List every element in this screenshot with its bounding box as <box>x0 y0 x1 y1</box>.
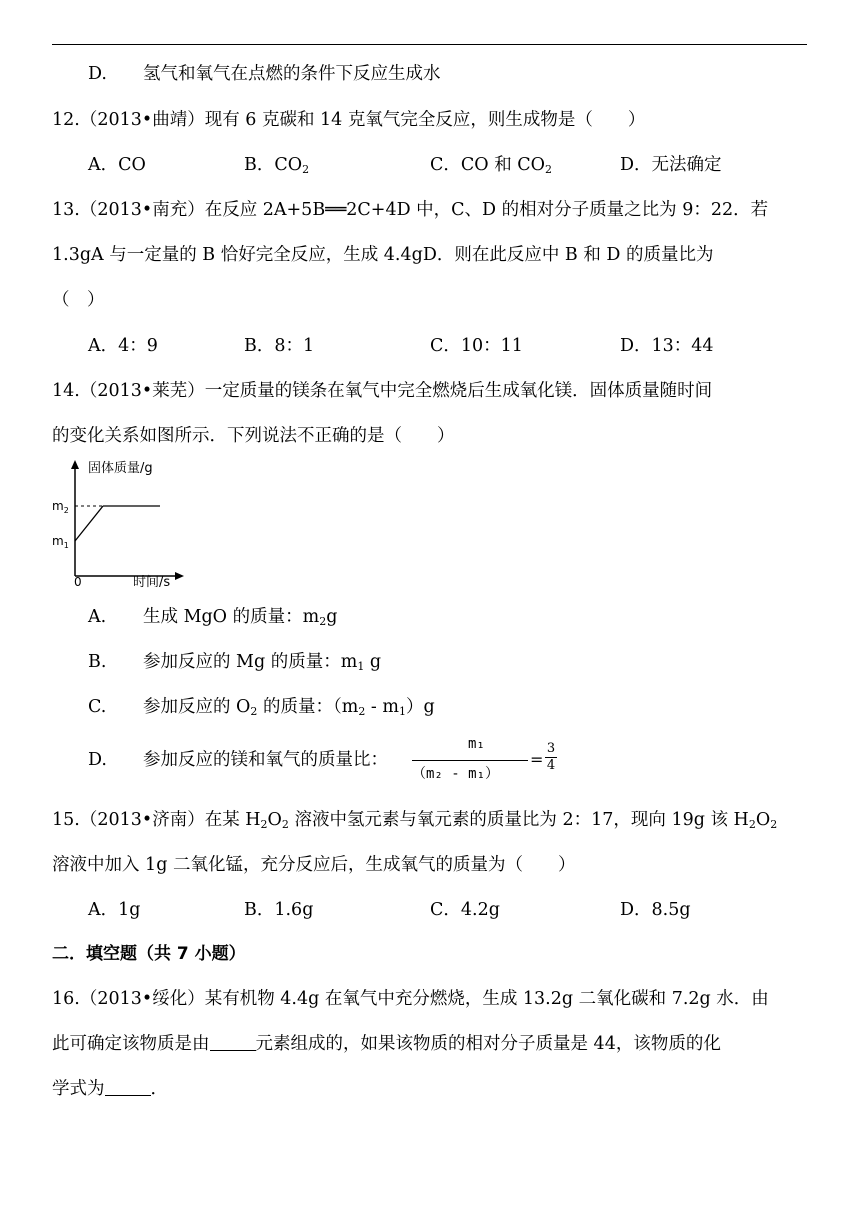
q14-option-d-letter: D. <box>88 750 107 770</box>
q11-option-d-letter: D. <box>88 64 107 84</box>
q15-option-d: D．8.5g <box>620 900 691 920</box>
fraction-bar <box>412 760 528 761</box>
q13-stem-line2: 1.3gA 与一定量的 B 恰好完全反应，生成 4.4gD．则在此反应中 B 和 D 的质量比为 <box>52 245 714 265</box>
q14-graph-ylabel: 固体质量/g <box>88 461 153 476</box>
q12-stem: 12.（2013•曲靖）现有 6 克碳和 14 克氧气完全反应，则生成物是（ ） <box>52 110 646 130</box>
q14-mass-time-graph <box>48 458 198 588</box>
q14-option-b-letter: B. <box>88 652 107 672</box>
q14-graph-origin: 0 <box>74 575 82 588</box>
q14-option-a: 生成 MgO 的质量：$m_2g$ <box>143 607 338 628</box>
answer-blank-formula[interactable] <box>105 1077 151 1096</box>
q14-option-d-fraction <box>410 736 570 786</box>
header-rule <box>52 44 807 45</box>
section-heading: 二．填空题（共 7 小题） <box>52 944 246 964</box>
q14-stem-line1: 14.（2013•莱芜）一定质量的镁条在氧气中完全燃烧后生成氧化镁．固体质量随时间 <box>52 381 713 401</box>
q14-option-b: 参加反应的 Mg 的质量：$m_1$ g <box>143 652 382 673</box>
fraction-result <box>545 742 557 773</box>
q13-option-c: C．10：11 <box>430 336 523 356</box>
q12-option-d: D．无法确定 <box>620 155 722 175</box>
q14-graph-m2-label: $m_2$ <box>52 499 69 515</box>
q14-option-d: 参加反应的镁和氧气的质量比： <box>143 750 388 770</box>
q12-option-b: B．$CO_2$ <box>244 155 310 176</box>
q14-graph-xlabel: 时间/s <box>133 575 171 588</box>
q14-graph-m1-label: $m_1$ <box>52 534 69 550</box>
fraction-result-denominator: 4 <box>546 758 556 773</box>
q13-stem-line1: 13.（2013•南充）在反应 2A+5B══2C+4D 中，C、D 的相对分子质量之比为 9：22．若 <box>52 200 769 220</box>
q11-option-d: 氢气和氧气在点燃的条件下反应生成水 <box>143 64 441 84</box>
q14-option-a-letter: A. <box>88 607 107 627</box>
fraction-denominator: （m₂ - m₁） <box>412 766 500 782</box>
fraction-equals: = <box>530 750 544 769</box>
q15-stem-line2: 溶液中加入 1g 二氧化锰，充分反应后，生成氧气的质量为（ ） <box>52 855 576 875</box>
q12-option-a: A．CO <box>88 155 146 175</box>
q14-option-c: 参加反应的 $O_2$ 的质量：$(m_2 - m_1)g$ <box>143 697 435 718</box>
q15-stem-line1: 15.（2013•济南）在某 $H_2O_2$ 溶液中氢元素与氧元素的质量比为 2：17，现向 19g 该 $H_2O_2$ <box>52 810 778 831</box>
q13-option-d: D．13：44 <box>620 336 714 356</box>
q14-option-c-letter: C. <box>88 697 107 717</box>
q13-option-b: B．8：1 <box>244 336 315 356</box>
q15-option-c: C．4.2g <box>430 900 500 920</box>
q16-stem-line2: 此可确定该物质是由 元素组成的，如果该物质的相对分子质量是 44，该物质的化 <box>52 1034 721 1054</box>
q13-option-a: A．4：9 <box>88 336 158 356</box>
q13-stem-line3: （ ） <box>52 290 105 310</box>
answer-blank-elements[interactable] <box>210 1032 256 1051</box>
q16-stem-line1: 16.（2013•绥化）某有机物 4.4g 在氧气中充分燃烧，生成 13.2g 二氧化碳和 7.2g 水．由 <box>52 989 769 1009</box>
q15-option-a: A．1g <box>88 900 141 920</box>
q12-option-c: C．CO 和 $CO_2$ <box>430 155 552 176</box>
q15-option-b: B．1.6g <box>244 900 314 920</box>
q14-stem-line2: 的变化关系如图所示．下列说法不正确的是（ ） <box>52 426 455 446</box>
q16-stem-line3: 学式为 ． <box>52 1079 168 1099</box>
fraction-result-numerator: 3 <box>546 741 556 756</box>
fraction-numerator: m₁ <box>468 736 485 752</box>
